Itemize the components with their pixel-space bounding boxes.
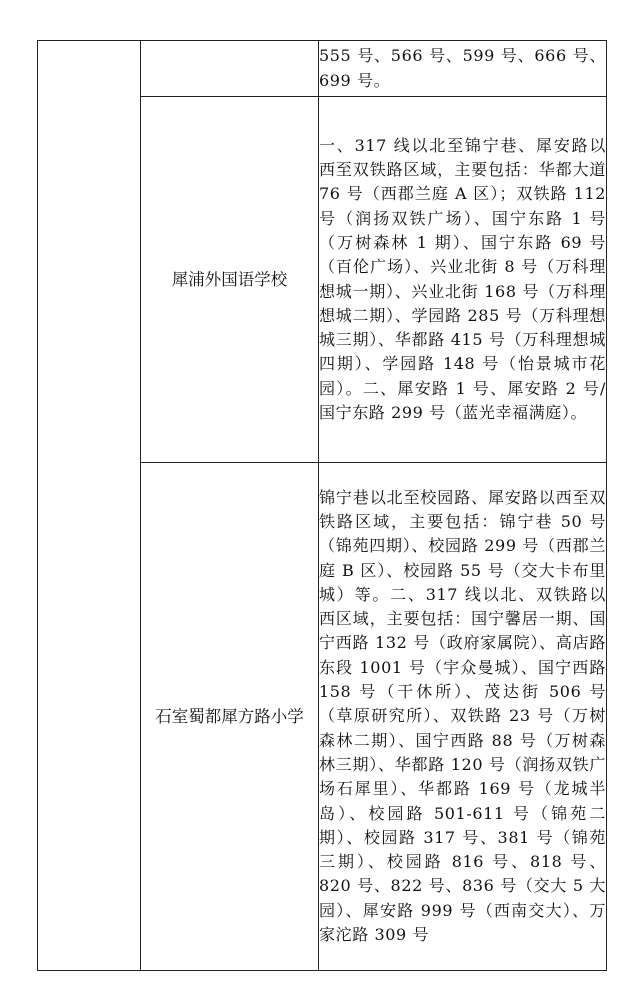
zoning-table	[37, 40, 607, 971]
district-cell	[38, 41, 141, 971]
table-row	[38, 41, 607, 97]
enrollment-area-cell: 555 号、566 号、599 号、666 号、699 号。	[319, 41, 607, 97]
enrollment-area-cell: 锦宁巷以北至校园路、犀安路以西至双铁路区域，主要包括：锦宁巷 50 号（锦苑四期）、校园路 299 号（西郡兰庭 B 区）、校园路 55 号（交大卡布里城）等。二、317 线以北、双铁路以西区域，主要包括：国宁馨居一期、国宁西路 132 号（政府家属院）、高店路东段 1001 号（宇众曼城）、国宁西路 158 号（干休所）、茂达街 506 号（草原研究所）、双铁路 23 号（万树森林二期）、国宁西路 88 号（万树森林三期）、华都路 120 号（润扬双铁广场石犀里）、华都路 169 号（龙城半岛）、校园路 501-611 号（锦苑二期）、校园路 317 号、381 号（锦苑三期）、校园路 816 号、818 号、820 号、822 号、836 号（交大 5 大园）、犀安路 999 号（西南交大）、万家沱路 309 号	[319, 463, 607, 971]
school-name-cell: 石室蜀都犀方路小学	[141, 463, 319, 971]
enrollment-area-cell: 一、317 线以北至锦宁巷、犀安路以西至双铁路区域，主要包括：华都大道 76 号（西郡兰庭 A 区）；双铁路 112 号（润扬双铁广场）、国宁东路 1 号（万树森林 1 期）、国宁东路 69 号（百伦广场）、兴业北街 8 号（万科理想城一期）、兴业北街 168 号（万科理想城二期）、学园路 285 号（万科理想城三期）、华都路 415 号（万科理想城四期）、学园路 148 号（怡景城市花园）。二、犀安路 1 号、犀安路 2 号/国宁东路 299 号（蓝光幸福满庭）。	[319, 97, 607, 463]
school-name-cell	[141, 41, 319, 97]
school-name-cell: 犀浦外国语学校	[141, 97, 319, 463]
